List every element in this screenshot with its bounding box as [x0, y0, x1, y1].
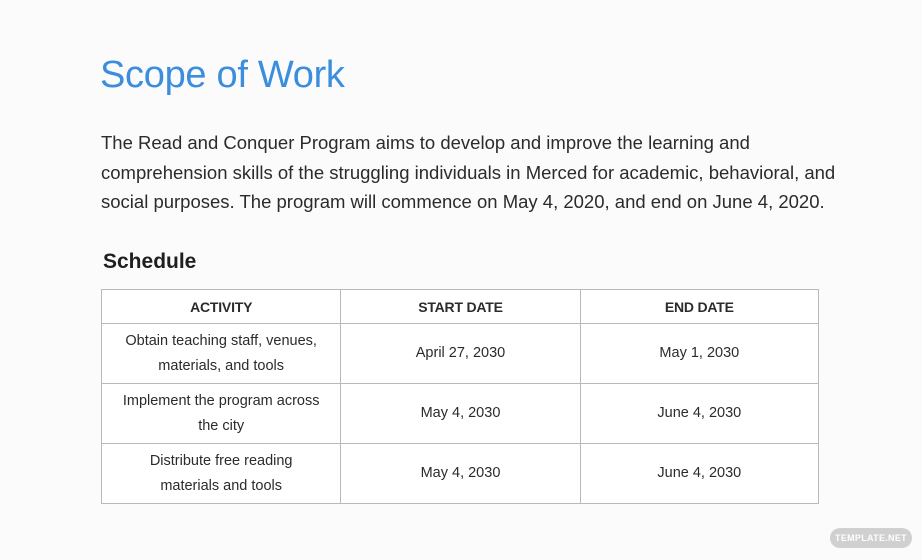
schedule-heading: Schedule: [103, 250, 197, 273]
start-date-cell: May 4, 2030: [341, 444, 580, 504]
intro-paragraph: The Read and Conquer Program aims to develop and improve the learning and comprehension skills of the struggling individuals in Merced for academic, behavioral, and social purposes. The program will commence on May 4, 2020, and end on June 4, 2020.: [101, 132, 836, 213]
table-header-row: [102, 290, 819, 324]
activity-cell: Distribute free reading materials and tools: [102, 444, 341, 504]
start-date-cell: May 4, 2030: [341, 384, 580, 444]
end-date-cell: June 4, 2030: [580, 384, 818, 444]
end-date-cell: June 4, 2030: [580, 444, 818, 504]
schedule-table: [101, 289, 819, 504]
column-header-end-date: END DATE: [580, 290, 818, 324]
template-watermark: TEMPLATE.NET: [830, 528, 912, 548]
table-row: [102, 444, 819, 504]
column-header-activity: ACTIVITY: [102, 290, 341, 324]
table-row: [102, 384, 819, 444]
activity-cell: Implement the program across the city: [102, 384, 341, 444]
end-date-cell: May 1, 2030: [580, 324, 818, 384]
table-row: [102, 324, 819, 384]
start-date-cell: April 27, 2030: [341, 324, 580, 384]
activity-cell: Obtain teaching staff, venues, materials, and tools: [102, 324, 341, 384]
column-header-start-date: START DATE: [341, 290, 580, 324]
page-title: Scope of Work: [100, 54, 345, 96]
